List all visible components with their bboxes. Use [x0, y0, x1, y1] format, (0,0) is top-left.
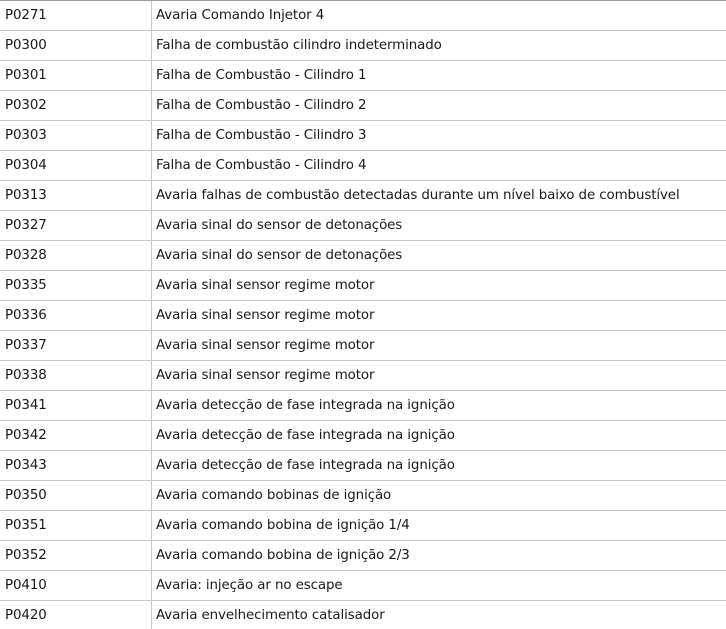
fault-description-cell[interactable]: Avaria envelhecimento catalisador [156, 608, 385, 623]
fault-code-cell[interactable]: P0336 [0, 301, 152, 330]
fault-code-cell[interactable]: P0328 [0, 241, 152, 270]
table-row[interactable] [0, 211, 726, 241]
fault-description-cell[interactable]: Falha de Combustão - Cilindro 3 [156, 128, 367, 143]
table-row[interactable] [0, 481, 726, 511]
table-row[interactable] [0, 31, 726, 61]
fault-code-cell[interactable]: P0271 [0, 1, 152, 30]
fault-code-cell[interactable]: P0420 [0, 601, 152, 629]
fault-description-cell[interactable]: Falha de Combustão - Cilindro 1 [156, 68, 367, 83]
fault-code-cell[interactable]: P0302 [0, 91, 152, 120]
fault-description-cell[interactable]: Avaria sinal sensor regime motor [156, 338, 375, 353]
table-row[interactable] [0, 511, 726, 541]
table-row[interactable] [0, 391, 726, 421]
table-row[interactable] [0, 61, 726, 91]
fault-description-cell[interactable]: Avaria detecção de fase integrada na ignição [156, 428, 455, 443]
table-row[interactable] [0, 421, 726, 451]
fault-code-cell[interactable]: P0335 [0, 271, 152, 300]
table-row[interactable] [0, 541, 726, 571]
fault-description-cell[interactable]: Falha de combustão cilindro indeterminado [156, 38, 442, 53]
table-row[interactable] [0, 301, 726, 331]
fault-description-cell[interactable]: Falha de Combustão - Cilindro 2 [156, 98, 367, 113]
fault-code-cell[interactable]: P0352 [0, 541, 152, 570]
fault-description-cell[interactable]: Avaria sinal sensor regime motor [156, 278, 375, 293]
table-row[interactable] [0, 181, 726, 211]
fault-code-cell[interactable]: P0303 [0, 121, 152, 150]
table-row[interactable] [0, 571, 726, 601]
fault-code-cell[interactable]: P0300 [0, 31, 152, 60]
fault-description-cell[interactable]: Avaria detecção de fase integrada na ignição [156, 398, 455, 413]
fault-code-cell[interactable]: P0338 [0, 361, 152, 390]
table-row[interactable] [0, 151, 726, 181]
fault-code-cell[interactable]: P0301 [0, 61, 152, 90]
fault-description-cell[interactable]: Avaria sinal do sensor de detonações [156, 218, 403, 233]
fault-description-cell[interactable]: Avaria comando bobina de ignição 2/3 [156, 548, 410, 563]
fault-description-cell[interactable]: Avaria detecção de fase integrada na ignição [156, 458, 455, 473]
fault-code-cell[interactable]: P0342 [0, 421, 152, 450]
fault-code-cell[interactable]: P0337 [0, 331, 152, 360]
table-row[interactable] [0, 331, 726, 361]
fault-description-cell[interactable]: Avaria sinal sensor regime motor [156, 308, 375, 323]
fault-code-cell[interactable]: P0304 [0, 151, 152, 180]
fault-code-cell[interactable]: P0343 [0, 451, 152, 480]
fault-description-cell[interactable]: Avaria sinal sensor regime motor [156, 368, 375, 383]
fault-code-cell[interactable]: P0410 [0, 571, 152, 600]
table-row[interactable] [0, 1, 726, 31]
fault-description-cell[interactable]: Avaria falhas de combustão detectadas durante um nível baixo de combustível [156, 188, 680, 203]
table-row[interactable] [0, 451, 726, 481]
fault-description-cell[interactable]: Avaria sinal do sensor de detonações [156, 248, 403, 263]
fault-code-cell[interactable]: P0351 [0, 511, 152, 540]
table-row[interactable] [0, 241, 726, 271]
fault-code-cell[interactable]: P0313 [0, 181, 152, 210]
fault-code-cell[interactable]: P0341 [0, 391, 152, 420]
fault-description-cell[interactable]: Avaria comando bobina de ignição 1/4 [156, 518, 410, 533]
table-row[interactable] [0, 601, 726, 629]
fault-code-cell[interactable]: P0350 [0, 481, 152, 510]
fault-description-cell[interactable]: Avaria comando bobinas de ignição [156, 488, 392, 503]
fault-description-cell[interactable]: Avaria Comando Injetor 4 [156, 8, 325, 23]
table-row[interactable] [0, 271, 726, 301]
fault-description-cell[interactable]: Falha de Combustão - Cilindro 4 [156, 158, 367, 173]
table-row[interactable] [0, 361, 726, 391]
table-row[interactable] [0, 121, 726, 151]
table-row[interactable] [0, 91, 726, 121]
fault-description-cell[interactable]: Avaria: injeção ar no escape [156, 578, 343, 593]
fault-code-cell[interactable]: P0327 [0, 211, 152, 240]
